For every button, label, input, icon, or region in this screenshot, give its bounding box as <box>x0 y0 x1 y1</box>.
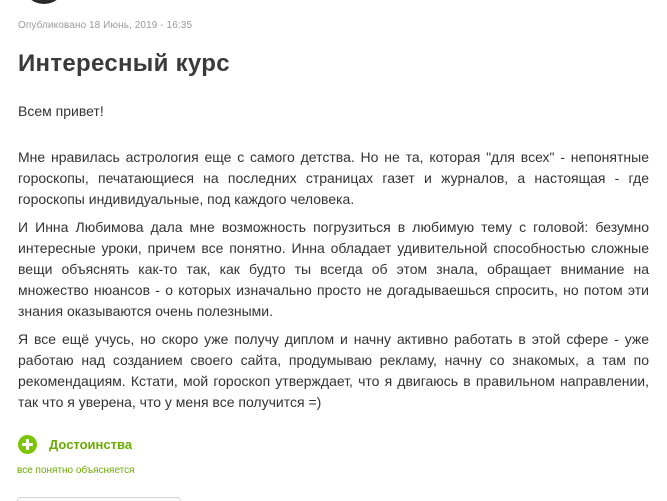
pros-label: Достоинства <box>49 437 133 452</box>
greeting-text: Всем привет! <box>18 103 104 119</box>
published-date: Опубликовано 18 Июнь, 2019 - 16:35 <box>18 20 193 31</box>
pros-text: все понятно объясняется <box>17 465 135 476</box>
paragraph-2: И Инна Любимова дала мне возможность погрузиться в любимую тему с головой: безумно интересные уроки, причем все понятно. Инна обладает удивительной способностью сложные вещи объяснять как-то так, как будто ты всегда об этом знала, обращает внимание на множество нюансов - о которых изначально просто не догадываешься спросить, но потом эти знания оказываются очень полезными. <box>18 219 649 319</box>
paragraph-1: Мне нравилась астрология еще с самого детства. Но не та, которая "для всех" - непонятные гороскопы, печатающиеся на последних страницах газет и журналов, а настоящая - где гороскопы индивидуальные, под каждого человека. <box>18 149 649 207</box>
post-title: Интересный курс <box>18 50 230 77</box>
plus-circle-icon <box>18 435 37 454</box>
author-avatar[interactable] <box>22 0 66 4</box>
action-button[interactable] <box>17 497 181 501</box>
paragraph-3: Я все ещё учусь, но скоро уже получу диплом и начну активно работать в этой сфере - уже работаю над созданием своего сайта, продумываю рекламу, начну со знакомых, а там по рекомендациям. Кстати, мой гороскоп утверждает, что я двигаюсь в правильном направлении, так что я уверена, что у меня все получится =) <box>18 331 649 410</box>
post-body <box>18 101 649 420</box>
pros-header <box>18 435 132 454</box>
